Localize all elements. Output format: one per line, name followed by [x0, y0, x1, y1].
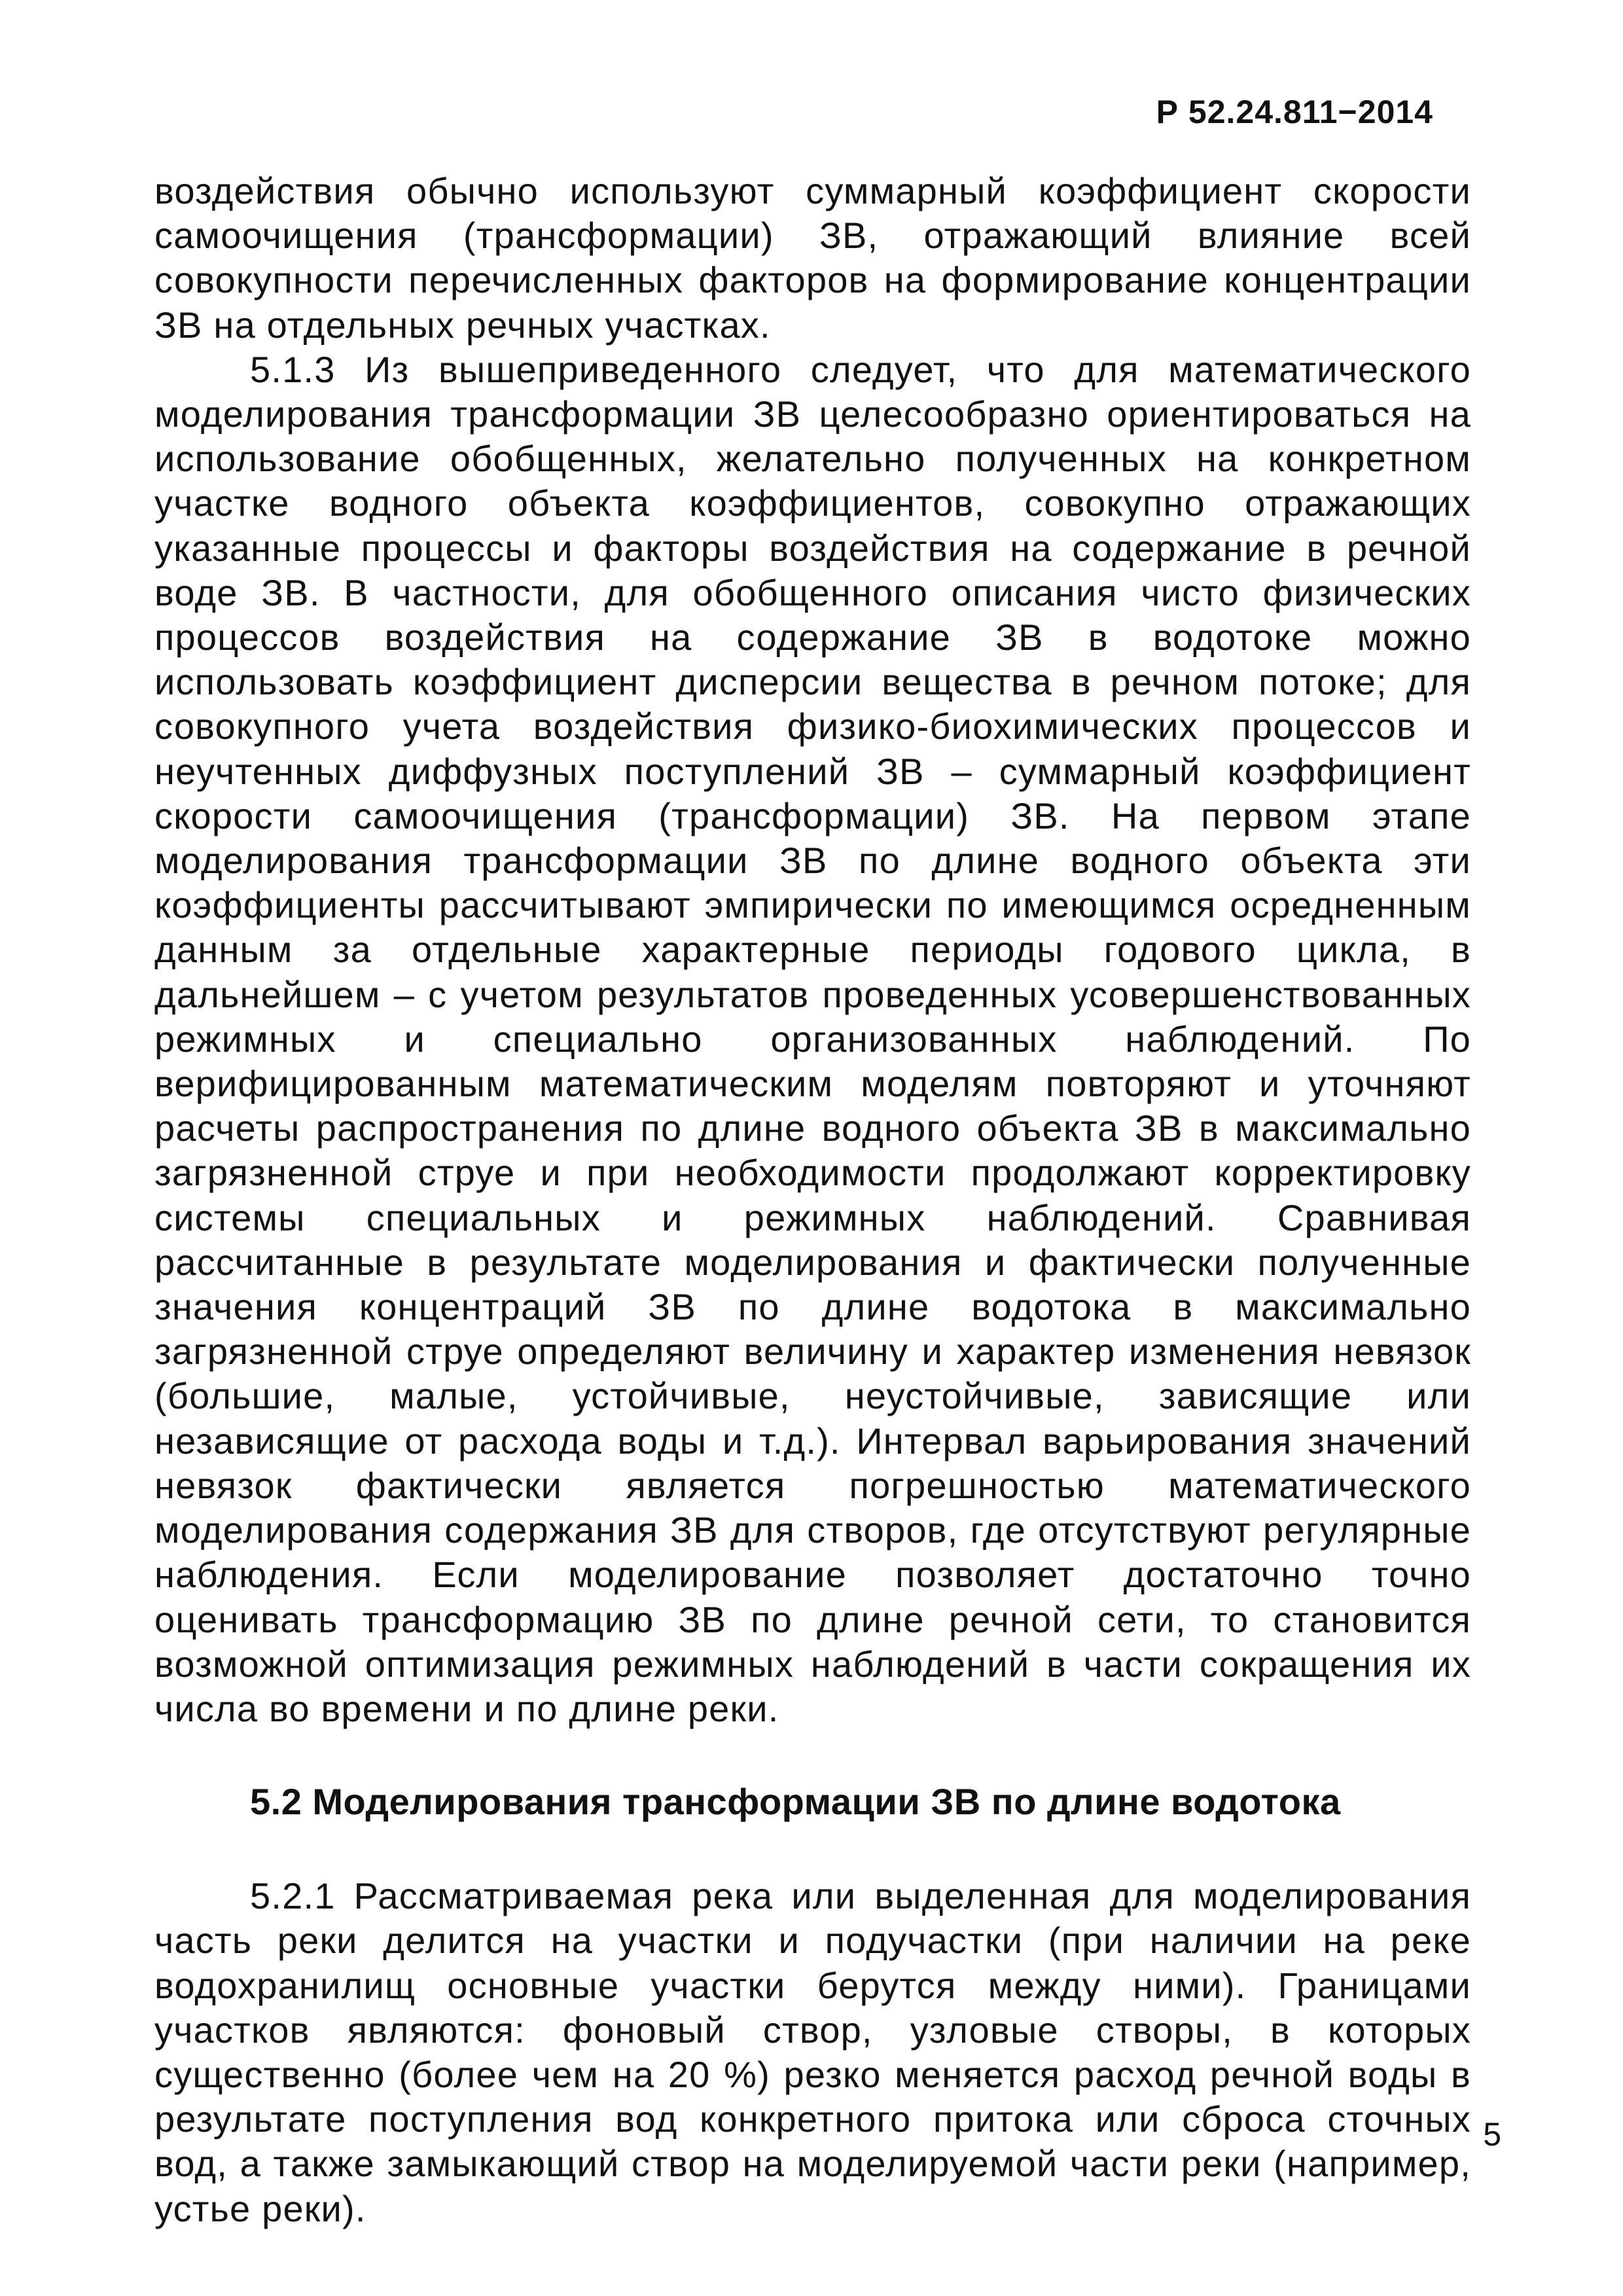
document-code: Р 52.24.811−2014 [1156, 94, 1433, 130]
paragraph-continuation: воздействия обычно используют суммарный коэффициент скорости самоочищения (трансформации) ЗВ, отражающий влияние всей совокупности перечисленных факторов на формирование концентрации ЗВ на отдельных речных участках. [154, 170, 1471, 346]
paragraph-5-1-3: 5.1.3 Из вышеприведенного следует, что для математического моделирования трансформации ЗВ целесообразно ориентироваться на использование обобщенных, желательно полученных на конкретном участке водного объекта коэффициентов, совокупно отражающих указанные процессы и факторы воздействия на содержание в речной воде ЗВ. В частности, для обобщенного описания чисто физических процессов воздействия на содержание ЗВ в водотоке можно использовать коэффициент дисперсии вещества в речном потоке; для совокупного учета воздействия физико-биохимических процессов и неучтенных диффузных поступлений ЗВ – суммарный коэффициент скорости самоочищения (трансформации) ЗВ. На первом этапе моделирования трансформации ЗВ по длине водного объекта эти коэффициенты рассчитывают эмпирически по имеющимся осредненным данным за отдельные характерные периоды годового цикла, в дальнейшем – с учетом результатов проведенных усовершенствованных режимных и специально организованных наблюдений. По верифицированным математическим моделям повторяют и уточняют расчеты распространения по длине водного объекта ЗВ в максимально загрязненной струе и при необходимости продолжают корректировку системы специальных и режимных наблюдений. Сравнивая рассчитанные в результате моделирования и фактически полученные значения концентраций ЗВ по длине водотока в максимально загрязненной струе определяют величину и характер изменения невязок (большие, малые, устойчивые, неустойчивые, зависящие или независящие от расхода воды и т.д.). Интервал варьирования значений невязок фактически является погрешностью математического моделирования содержания ЗВ для створов, где отсутствуют регулярные наблюдения. Если моделирование позволяет достаточно точно оценивать трансформацию ЗВ по длине речной сети, то становится возможной оптимизация режимных наблюдений в части сокращения их числа во времени и по длине реки. [154, 348, 1471, 1729]
paragraph-5-2-1: 5.2.1 Рассматриваемая река или выделенная для моделирования часть реки делится на участки и подучастки (при наличии на реке водохранилищ основные участки берутся между ними). Границами участков являются: фоновый створ, узловые створы, в которых существенно (более чем на 20 %) резко меняется расход речной воды в результате поступления вод конкретного притока или сброса сточных вод, а также замыкающий створ на моделируемой части реки (например, устье реки). [154, 1875, 1471, 2229]
section-heading-5-2: 5.2 Моделирования трансформации ЗВ по длине водотока [250, 1781, 1341, 1823]
document-body [154, 169, 1471, 2231]
page-number: 5 [1483, 2116, 1501, 2153]
